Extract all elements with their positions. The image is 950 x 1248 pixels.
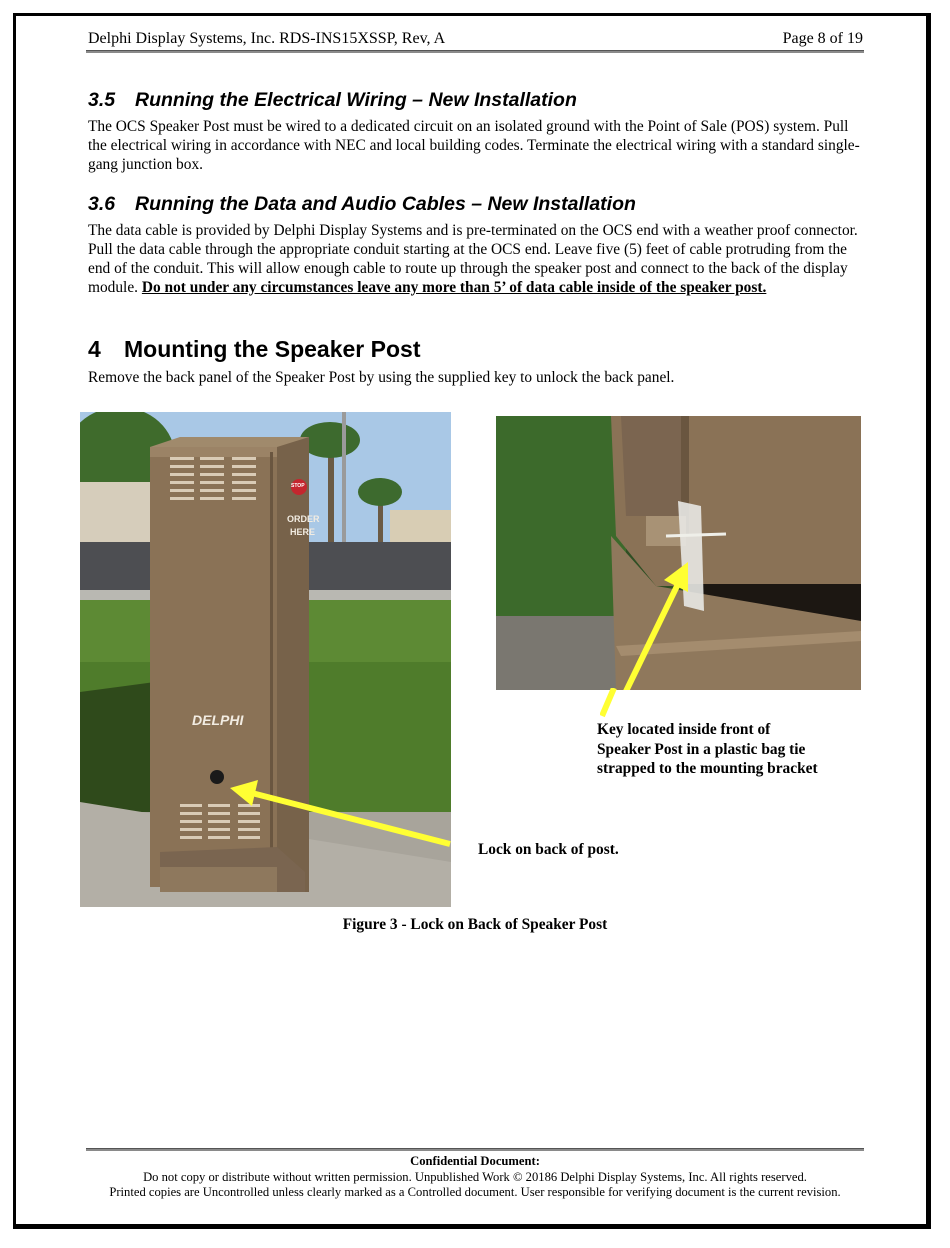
header-document-id: Delphi Display Systems, Inc. RDS-INS15XSSP, Rev, A — [88, 30, 446, 47]
section-4-heading — [88, 336, 420, 363]
section-3-5-title: Running the Electrical Wiring – New Installation — [135, 89, 577, 111]
section-3-5-body: The OCS Speaker Post must be wired to a dedicated circuit on an isolated ground with the Point of Sale (POS) system. Pull the electrical wiring in accordance with NEC and local building codes. Terminate the electrical wiring with a standard single-gang junction box. — [88, 118, 860, 173]
stop-sign-text: STOP — [291, 483, 305, 489]
order-sign-line-1: ORDER — [287, 514, 320, 524]
section-3-6-number: 3.6 — [88, 193, 116, 215]
section-4-body: Remove the back panel of the Speaker Post by using the supplied key to unlock the back panel. — [88, 369, 675, 386]
footer-title — [60, 1153, 890, 1169]
post-brand-logo: DELPHI — [192, 712, 244, 728]
header-page-number: Page 8 of 19 — [782, 30, 863, 47]
section-4-title: Mounting the Speaker Post — [124, 336, 421, 362]
section-3-6-body — [88, 221, 863, 297]
section-3-6-heading — [88, 193, 636, 216]
section-3-5-heading — [88, 89, 577, 112]
key-location-callout: Key located inside front of Speaker Post in a plastic bag tie strapped to the mounting bracket — [597, 721, 818, 777]
order-sign-line-2: HERE — [290, 527, 316, 537]
lock-callout: Lock on back of post. — [478, 841, 619, 858]
footer-confidential-label: Confidential Document: — [410, 1154, 540, 1168]
section-3-6-title: Running the Data and Audio Cables – New Installation — [135, 193, 636, 215]
figure-caption: Figure 3 - Lock on Back of Speaker Post — [342, 916, 608, 933]
footer-revision-note: Printed copies are Uncontrolled unless clearly marked as a Controlled document. User responsible for verifying document is the current revision. — [109, 1185, 841, 1199]
page-header — [88, 30, 863, 52]
footer-copyright: Do not copy or distribute without written permission. Unpublished Work © 20186 Delphi Display Systems, Inc. All rights reserved. — [143, 1170, 807, 1184]
section-3-6-warning: Do not under any circumstances leave any more than 5’ of data cable inside of the speaker post. — [141, 279, 767, 296]
speaker-post-photo — [80, 412, 451, 907]
key-arrow-tail — [600, 688, 620, 718]
section-4-number: 4 — [88, 336, 101, 362]
key-location-photo — [496, 416, 861, 690]
section-3-6-body-text: The data cable is provided by Delphi Display Systems and is pre-terminated on the OCS end with a weather proof connector. Pull the data cable through the appropriate conduit starting at the OCS end. Leave five (5) feet of cable protruding from the end of the conduit. This will allow enough cable to route up through the speaker post and connect to the back of the display module. — [88, 222, 858, 296]
header-divider — [86, 50, 864, 53]
footer-divider — [86, 1148, 864, 1151]
section-3-5-number: 3.5 — [88, 89, 116, 111]
